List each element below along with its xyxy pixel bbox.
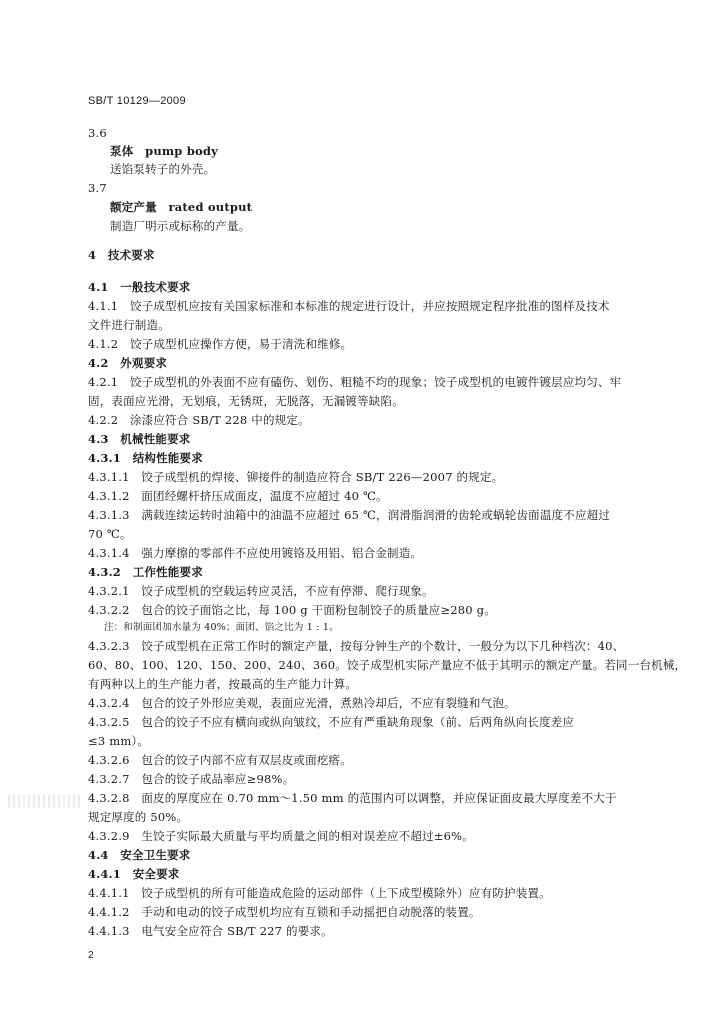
text-line: 制造厂明示或标称的产量。 <box>110 219 251 233</box>
standard-number: SB/T 10129—2009 <box>88 95 186 107</box>
text-line: 4.1 一般技术要求 <box>88 280 191 294</box>
text-line: 4 技术要求 <box>88 248 155 262</box>
scan-artifact <box>8 794 80 808</box>
text-line: 4.4.1.3 电气安全应符合 SB/T 227 的要求。 <box>88 924 333 938</box>
text-line: 有两种以上的生产能力者，按最高的生产能力计算。 <box>88 677 358 691</box>
text-line: 4.4.1.2 手动和电动的饺子成型机均应有互锁和手动摇把自动脱落的装置。 <box>88 905 481 919</box>
text-line: 4.3.2.3 饺子成型机在正常工作时的额定产量，按每分钟生产的个数计，一般分为以下几种档次：40、 <box>88 639 625 653</box>
text-line: 4.4 安全卫生要求 <box>88 848 191 862</box>
text-line: 泵体 pump body <box>110 144 218 158</box>
text-line: 4.3.1 结构性能要求 <box>88 451 203 465</box>
text-line: 固，表面应光滑，无划痕，无锈斑，无脱落，无漏镀等缺陷。 <box>88 394 404 408</box>
text-line: 4.4.1 安全要求 <box>88 867 180 881</box>
text-line: 4.3.2.6 包合的饺子内部不应有双层皮或面疙瘩。 <box>88 753 352 767</box>
text-line: 规定厚度的 50%。 <box>88 810 189 824</box>
text-line: 4.3.2.9 生饺子实际最大质量与平均质量之间的相对误差应不超过±6%。 <box>88 829 475 843</box>
text-line: 4.3.2.2 包合的饺子面馅之比，每 100 g 干面粉包制饺子的质量应≥280 g。 <box>88 603 496 617</box>
text-line: 4.3.1.3 满载连续运转时油箱中的油温不应超过 65 ℃，润滑脂润滑的齿轮或蜗轮齿面温度不应超过 <box>88 508 611 522</box>
text-line: ≤3 mm）。 <box>88 734 150 748</box>
text-line: 4.3.2 工作性能要求 <box>88 565 203 579</box>
text-line: 4.3.2.7 包合的饺子成品率应≥98%。 <box>88 772 295 786</box>
text-line: 4.1.2 饺子成型机应操作方便，易于清洗和维修。 <box>88 337 353 351</box>
text-line: 文件进行制造。 <box>88 318 170 332</box>
text-line: 60、80、100、120、150、200、240、360。饺子成型机实际产量应不低于其明示的额定产量。若同一台机械， <box>88 658 687 672</box>
text-line: 3.6 <box>88 126 107 140</box>
page-number: 2 <box>88 950 94 961</box>
text-line: 4.4.1.1 饺子成型机的所有可能造成危险的运动部件（上下成型模除外）应有防护装置。 <box>88 886 551 900</box>
text-line: 4.3.2.4 包合的饺子外形应美观，表面应光滑，煮熟冷却后，不应有裂缝和气泡。 <box>88 696 516 710</box>
text-line: 4.1.1 饺子成型机应按有关国家标准和本标准的规定进行设计，并应按照规定程序批准的图样及技术 <box>88 299 610 313</box>
text-line: 4.2 外观要求 <box>88 356 168 370</box>
text-line: 4.3.1.1 饺子成型机的焊接、铆接件的制造应符合 SB/T 226—2007 的规定。 <box>88 470 504 484</box>
text-line: 额定产量 rated output <box>110 200 253 214</box>
text-line: 4.3.2.1 饺子成型机的空载运转应灵活，不应有停滞、爬行现象。 <box>88 584 434 598</box>
text-line: 4.3.2.8 面皮的厚度应在 0.70 mm～1.50 mm 的范围内可以调整，并应保证面皮最大厚度差不大于 <box>88 791 617 805</box>
text-line: 注：和制面团加水量为 40%；面团、馅之比为 1 : 1。 <box>104 622 339 633</box>
text-line: 4.3.1.4 强力摩擦的零部件不应使用镀铬及用铝、铝合金制造。 <box>88 546 423 560</box>
text-line: 3.7 <box>88 181 107 195</box>
text-line: 4.3.2.5 包合的饺子不应有横向或纵向皱纹，不应有严重缺角现象（前、后两角纵向长度差应 <box>88 715 575 729</box>
text-line: 4.2.2 涂漆应符合 SB/T 228 中的规定。 <box>88 413 310 427</box>
text-line: 70 ℃。 <box>88 527 132 541</box>
text-line: 送馅泵转子的外壳。 <box>110 162 216 176</box>
text-line: 4.2.1 饺子成型机的外表面不应有磕伤、划伤、粗糙不均的现象；饺子成型机的电镀件镀层应均匀、牢 <box>88 375 622 389</box>
text-line: 4.3 机械性能要求 <box>88 432 191 446</box>
text-line: 4.3.1.2 面团经螺杆挤压成面皮，温度不应超过 40 ℃。 <box>88 489 388 503</box>
